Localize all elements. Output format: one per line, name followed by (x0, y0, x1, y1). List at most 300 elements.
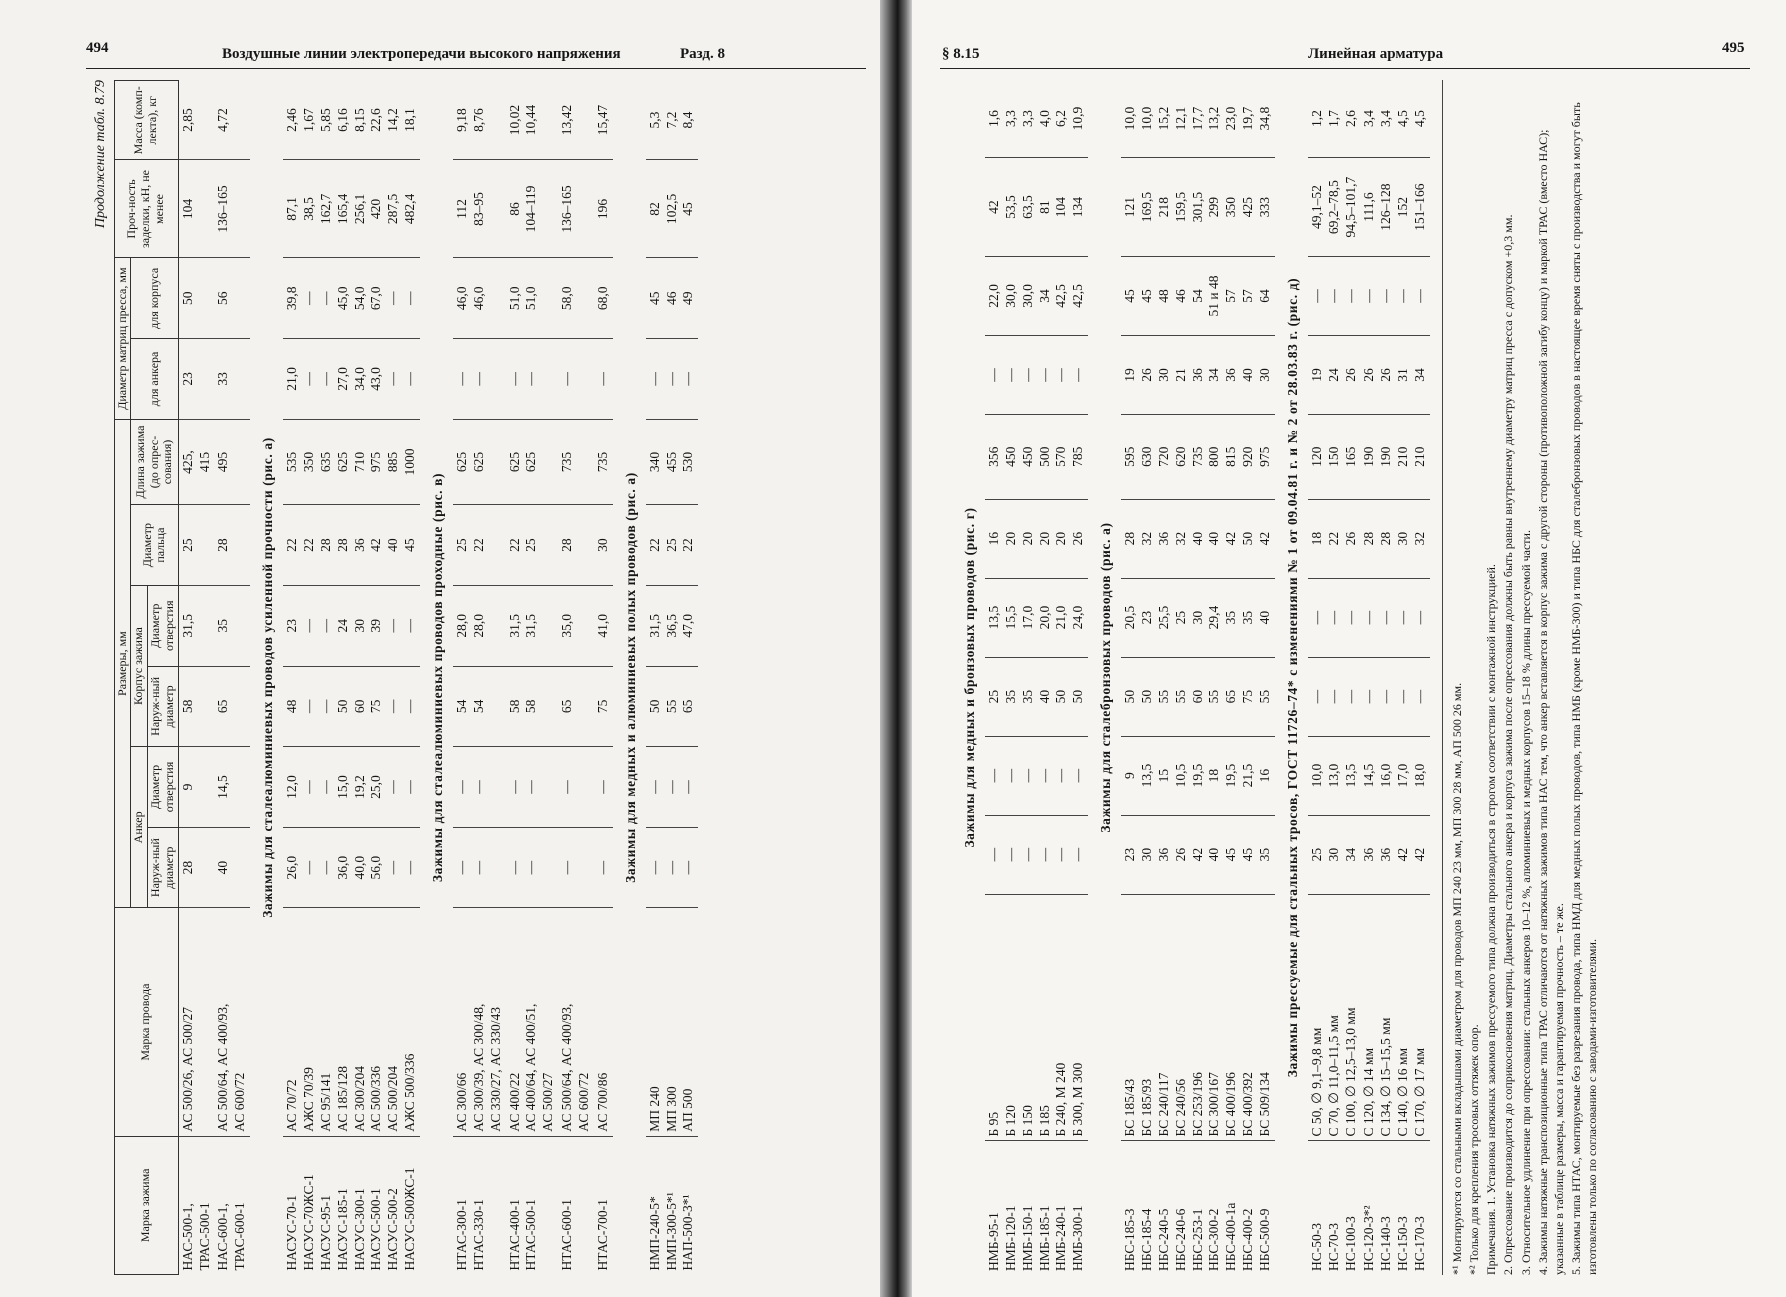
table-cell (1121, 578, 1275, 657)
table-cell (985, 414, 1088, 499)
table-body-right (952, 80, 1430, 1275)
table-cell (985, 894, 1088, 1141)
table-cell (1360, 80, 1430, 158)
table-row (646, 81, 699, 1275)
table-row (558, 81, 594, 1275)
cell-mark: НТАС-400-1 НТАС-500-1 (506, 1199, 539, 1271)
cell-finger: 22 25 (506, 538, 539, 552)
left-section: Разд. 8 (680, 46, 726, 62)
cell-die-a: 33 (215, 372, 231, 386)
cell-finger: 28 32 36 32 40 40 42 50 42 (1122, 531, 1272, 546)
table-cell (506, 747, 559, 828)
table-cell (453, 339, 506, 420)
cell-mark: НС-120-3*² НС-140-3 НС-150-3 НС-170-3 (1361, 1205, 1427, 1271)
table-cell (1121, 894, 1275, 1141)
header-die: Диаметр матриц пресса, мм (114, 258, 131, 419)
header-wire: Марка провода (114, 908, 178, 1136)
footnote-line: *¹ Монтируются со стальными вкладышами диаметром для проводов МП 240 23 мм, МП 300 28 мм, АП 500 26 мм. (1449, 682, 1464, 1275)
cell-mark: НАС-600-1, ТРАС-600-1 (215, 1202, 248, 1271)
footnote-line: 3. Относительное удлинение при опрессовании: стальных анкеров 10–12 %, алюминиевых и медных корпусов 15–18 % длины прессуемой части. (1518, 530, 1533, 1275)
table-cell (1360, 414, 1430, 499)
table-cell (985, 335, 1088, 414)
table-row (506, 81, 559, 1275)
table-cell (1121, 499, 1275, 578)
cell-die-a: — (559, 372, 575, 386)
table-cell (985, 158, 1088, 257)
cell-a-hole: — (594, 780, 610, 794)
left-page (0, 0, 880, 1297)
cell-mark: НБС-185-3 НБС-185-4 НБС-240-5 НБС-240-6 НБС-253-1 НБС-300-2 НБС-400-1а НБС-400-2 НБС-500-9 (1122, 1202, 1272, 1271)
right-header-rule (940, 68, 1750, 69)
table-cell (646, 1136, 699, 1274)
table-cell (558, 339, 594, 420)
table-cell (594, 258, 613, 339)
cell-die-b: 46,0 46,0 (453, 286, 486, 311)
cell-a-out: 28 (179, 860, 195, 875)
cell-str: 112 83–95 (453, 192, 486, 226)
footnote-line: *² Только для крепления тросовых оттяжек опор. (1467, 1024, 1482, 1275)
cell-die-b: — — — — (1361, 289, 1427, 303)
cell-len: 735 (594, 451, 610, 473)
table-cell (178, 258, 214, 339)
table-cell (1121, 158, 1275, 257)
cell-len: 495 (215, 451, 231, 473)
table-cell (985, 815, 1088, 894)
table-cell (1308, 80, 1361, 158)
table-cell (506, 160, 559, 258)
table-cell (506, 505, 559, 586)
table-cell (453, 81, 506, 160)
cell-b-out: 58 (179, 699, 195, 714)
table-cell (506, 827, 559, 908)
table-cell (1360, 815, 1430, 894)
section-row (420, 81, 453, 1275)
book-gutter (880, 0, 912, 1297)
header-anchor-outer: Наруж-ный диаметр (148, 827, 179, 908)
table-cell (985, 80, 1088, 158)
table-cell (453, 505, 506, 586)
table-cell (558, 747, 594, 828)
cell-a-out: 26,0 — — 36,0 40,0 56,0 — — (284, 855, 418, 880)
cell-wire: С 120, ∅ 14 мм С 134, ∅ 15–15,5 мм С 140, ∅ 16 мм С 170, ∅ 17 мм (1361, 1017, 1427, 1137)
table-cell (558, 81, 594, 160)
table-cell (283, 339, 420, 420)
cell-b-hole: 28,0 28,0 (453, 613, 486, 638)
table-cell (453, 666, 506, 747)
table-cell (558, 419, 594, 505)
table-cell (178, 827, 214, 908)
cell-finger: 25 (179, 538, 195, 552)
footnote-line: 2. Опрессование производится до соприкосновения матриц. Диаметры стального анкера и корпуса зажима после опрессования должны быть равны внутреннему диаметру матриц пресса с допуском +0,3 мм. (1501, 214, 1516, 1275)
table-cell (1121, 80, 1275, 158)
cell-die-b: 58,0 (559, 286, 575, 311)
table-cell (283, 827, 420, 908)
table-cell (594, 419, 613, 505)
cell-die-a: — (594, 372, 610, 386)
table-cell (1360, 578, 1430, 657)
cell-die-a: 23 (179, 372, 195, 386)
table-cell (1308, 335, 1361, 414)
cell-die-a: — — (506, 372, 539, 386)
cell-mass: 15,47 (594, 104, 610, 136)
cell-mass: 4,72 (215, 108, 231, 132)
table-cell (646, 585, 699, 666)
table-cell (558, 666, 594, 747)
cell-b-out: 65 (559, 699, 575, 714)
cell-b-hole: — — — (1308, 610, 1358, 625)
section-row (952, 80, 985, 1275)
table-cell (453, 160, 506, 258)
table-cell (594, 81, 613, 160)
cell-a-hole: 12,0 — — 15,0 19,2 25,0 — — (284, 775, 418, 799)
table-row (1360, 80, 1430, 1275)
table-cell (453, 747, 506, 828)
table-cell (646, 908, 699, 1136)
table-cell (453, 585, 506, 666)
cell-b-out: 65 (215, 699, 231, 714)
table-cell (506, 339, 559, 420)
cell-die-a: — — (453, 372, 486, 386)
table-cell (214, 827, 250, 908)
cell-str: 136–165 (559, 185, 575, 233)
table-cell (558, 1136, 594, 1274)
cell-a-hole: 14,5 (215, 775, 231, 799)
table-cell (1360, 499, 1430, 578)
table-cell (453, 1136, 506, 1274)
table-cell (214, 747, 250, 828)
cell-mark: НМБ-95-1 НМБ-120-1 НМБ-150-1 НМБ-185-1 НМБ-240-1 НМБ-300-1 (985, 1205, 1086, 1271)
cell-finger: 30 (594, 538, 610, 552)
header-anchor: Анкер (131, 747, 148, 908)
cell-die-b: 45 46 49 (646, 291, 696, 306)
table-cell (283, 160, 420, 258)
cell-die-a: 19 26 30 21 36 34 36 40 30 (1122, 368, 1272, 382)
right-page-number: 495 (1722, 40, 1745, 56)
cell-a-out: 23 30 36 26 42 40 45 45 35 (1122, 847, 1272, 862)
cell-wire: БС 185/43 БС 185/93 БС 240/117 БС 240/56 БС 253/196 БС 300/167 БС 400/196 БС 400/392 БС 509/134 (1122, 1072, 1272, 1137)
table-row (985, 80, 1088, 1275)
cell-len: 425, 415 (179, 450, 212, 474)
cell-die-b: 68,0 (594, 286, 610, 311)
cell-a-hole: 9 13,5 15 10,5 19,5 18 19,5 21,5 16 (1122, 763, 1272, 788)
cell-finger: 28 (559, 538, 575, 552)
cell-wire: АС 400/22 АС 400/64, АС 400/51, АС 500/27 (506, 1003, 556, 1132)
table-cell (283, 1136, 420, 1274)
cell-str: 87,1 38,5 162,7 165,4 256,1 420 287,5 482,4 (284, 193, 418, 225)
cell-wire: Б 95 Б 120 Б 150 Б 185 Б 240, М 240 Б 300, М 300 (985, 1062, 1086, 1137)
cell-a-out: — — — — — — (985, 847, 1086, 862)
table-cell (1121, 335, 1275, 414)
cell-b-out: 25 35 35 40 50 50 (985, 689, 1086, 704)
table-cell (214, 81, 250, 160)
header-die-anchor: для анкера (131, 339, 178, 420)
table-cell (594, 585, 613, 666)
table-cell (178, 505, 214, 586)
cell-b-out: 50 55 65 (646, 699, 696, 714)
table-cell (178, 419, 214, 505)
cell-b-out: 50 50 55 55 60 55 65 75 55 (1122, 689, 1272, 704)
table-cell (646, 419, 699, 505)
table-cell (1360, 894, 1430, 1141)
table-cell (178, 747, 214, 828)
cell-wire: АС 70/72 АЖС 70/39 АС 95/141 АС 185/128 АС 300/204 АС 500/336 АС 500/204 АЖС 500/336 (284, 1053, 418, 1132)
cell-die-b: — — — (1308, 289, 1358, 303)
table-cell (178, 666, 214, 747)
table-cell (646, 747, 699, 828)
cell-mark: НС-50-3 НС-70-3 НС-100-3 (1308, 1216, 1358, 1271)
cell-b-hole: 31,5 31,5 (506, 613, 539, 638)
cell-finger: 18 22 26 (1308, 531, 1358, 546)
cell-wire: АС 500/64, АС 400/93, АС 600/72 (559, 1003, 592, 1132)
table-row (178, 81, 214, 1275)
table-cell (594, 908, 613, 1136)
section-title: Зажимы для сталебронзовых проводов (рис. а) (1098, 522, 1114, 833)
cell-mass: 1,6 3,3 3,3 4,0 6,2 10,9 (985, 106, 1086, 131)
table-cell (594, 666, 613, 747)
cell-b-out: — — — — (1361, 689, 1427, 704)
table-cell (646, 827, 699, 908)
table-cell (1360, 256, 1430, 335)
cell-a-hole: 9 (179, 783, 195, 791)
left-page-number: 494 (86, 40, 109, 56)
cell-len: 625 625 (506, 451, 539, 473)
table-cell (506, 666, 559, 747)
cell-a-hole: 14,5 16,0 17,0 18,0 (1361, 763, 1427, 788)
table-cell (1360, 1141, 1430, 1275)
cell-die-a: 19 24 26 (1308, 368, 1358, 382)
cell-finger: 22 22 28 28 36 42 40 45 (284, 538, 418, 552)
table-cell (1360, 736, 1430, 815)
cell-b-out: 75 (594, 699, 610, 714)
table-cell (558, 585, 594, 666)
header-body-hole: Диаметр отверстия (148, 585, 179, 666)
table-cell (558, 505, 594, 586)
cell-a-hole: — — — — — — (985, 768, 1086, 783)
table-cell (214, 585, 250, 666)
table-cell (453, 908, 506, 1136)
table-cell (283, 747, 420, 828)
cell-len: 535 350 635 625 710 975 885 1000 (284, 448, 418, 476)
table-cell (214, 160, 250, 258)
cell-len: 190 190 210 210 (1361, 446, 1427, 467)
cell-mark: НМП-240-5* НМП-300-5*¹ НАП-500-3*¹ (646, 1192, 696, 1271)
table-cell (985, 499, 1088, 578)
table-cell (453, 827, 506, 908)
footnote-line: 4. Зажимы натяжные транспозиционные типа ТРАС отличаются от натяжных зажимов типа НАС тем, что анкер вставляется в корпус зажима с другой стороны (противоположной загибу концу) и маркой ТРАС (вместо НАС); указанные в таблице размеры, масса и гарантируемая прочность – те же. (1535, 129, 1566, 1275)
cell-die-b: 45 45 48 46 54 51 и 48 57 57 64 (1122, 275, 1272, 317)
table-cell (178, 160, 214, 258)
table-cell (985, 578, 1088, 657)
table-cell (214, 666, 250, 747)
cell-mass: 2,46 1,67 5,85 6,16 8,15 22,6 14,2 18,1 (284, 108, 418, 132)
table-cell (558, 160, 594, 258)
cell-str: 49,1–52 69,2–78,5 94,5–101,7 (1308, 176, 1358, 238)
cell-len: 595 630 720 620 735 800 815 920 975 (1122, 446, 1272, 467)
cell-mass: 10,02 10,44 (506, 104, 539, 136)
header-sizes: Размеры, мм (114, 419, 131, 908)
header-mass: Масса (комп-лекта), кг (114, 81, 178, 160)
cell-str: 82 102,5 45 (646, 193, 696, 225)
cell-len: 356 450 450 500 570 785 (985, 446, 1086, 467)
table-cell (594, 339, 613, 420)
right-running-head: Линейная арматура (1308, 46, 1444, 62)
cell-a-out: — (594, 860, 610, 875)
table-cell (178, 339, 214, 420)
cell-a-hole: 10,0 13,0 13,5 (1308, 763, 1358, 788)
cell-die-a: 26 26 31 34 (1361, 368, 1427, 382)
cell-str: 111,6 126–128 152 151–166 (1361, 183, 1427, 231)
cell-die-b: 50 (179, 291, 195, 306)
cell-a-out: 25 30 34 (1308, 847, 1358, 862)
cell-a-out: — — — (646, 860, 696, 875)
cell-wire: АС 500/64, АС 400/93, АС 600/72 (215, 1003, 248, 1132)
table-cell (646, 81, 699, 160)
table-cell (985, 256, 1088, 335)
header-mark: Марка зажима (114, 1136, 178, 1274)
cell-mark: НАС-500-1, ТРАС-500-1 (179, 1202, 212, 1271)
table-cell (985, 1141, 1088, 1275)
footnote-line: Примечания. 1. Установка натяжных зажимов прессуемого типа должна производиться в строгом соответствии с монтажной инструкцией. (1484, 564, 1499, 1275)
table-row (283, 81, 420, 1275)
table-cell (646, 160, 699, 258)
table-cell (1308, 499, 1361, 578)
cell-a-hole: — — (506, 780, 539, 794)
table-cell (558, 258, 594, 339)
header-body: Корпус зажима (131, 585, 148, 746)
cell-mass: 3,4 3,4 4,5 4,5 (1361, 110, 1427, 128)
cell-b-out: 54 54 (453, 699, 486, 714)
cell-str: 136–165 (215, 185, 231, 233)
cell-a-out: 40 (215, 860, 231, 875)
section-row (613, 81, 646, 1275)
cell-mass: 10,0 10,0 15,2 12,1 17,7 13,2 23,0 19,7 34,8 (1122, 106, 1272, 131)
cell-a-out: — — (506, 860, 539, 875)
clamp-table-right (952, 80, 1430, 1275)
cell-b-out: — — — (1308, 689, 1358, 704)
table-cell (214, 339, 250, 420)
cell-b-hole: 31,5 36,5 47,0 (646, 613, 696, 638)
table-cell (1308, 414, 1361, 499)
cell-die-b: 51,0 51,0 (506, 286, 539, 311)
table-cell (178, 585, 214, 666)
header-length: Длина зажима (до опрес-сования) (131, 419, 178, 505)
cell-die-a: — — — (646, 372, 696, 386)
right-page (912, 0, 1786, 1297)
section-title: Зажимы прессуемые для стальных тросов, ГОСТ 11726–74* с изменениями № 1 от 09.04.81 г. и № 2 от 28.03.83 г. (рис. д) (1284, 277, 1300, 1078)
right-section: § 8.15 (942, 46, 980, 62)
cell-mark: НТАС-600-1 (559, 1199, 575, 1271)
cell-b-out: 58 58 (506, 699, 539, 714)
cell-a-hole: — — — (646, 780, 696, 794)
table-cell (594, 827, 613, 908)
table-cell (283, 505, 420, 586)
table-cell (453, 419, 506, 505)
cell-a-hole: — (559, 780, 575, 794)
cell-b-hole: 23 — — 24 30 39 — — (284, 619, 418, 633)
header-strength: Проч-ность заделки, кН, не менее (114, 160, 178, 258)
table-cell (1121, 815, 1275, 894)
table-body-left (178, 81, 698, 1275)
table-cell (506, 908, 559, 1136)
cell-b-out: 48 — — 50 60 75 — — (284, 699, 418, 714)
table-row (214, 81, 250, 1275)
cell-str: 196 (594, 198, 610, 220)
cell-len: 120 150 165 (1308, 446, 1358, 467)
cell-die-b: 22,0 30,0 30,0 34 42,5 42,5 (985, 284, 1086, 308)
table-cell (214, 908, 250, 1136)
cell-b-hole: — — — — (1361, 610, 1427, 625)
table-cell (1121, 1141, 1275, 1275)
table-cell (594, 505, 613, 586)
table-cell (283, 258, 420, 339)
footnotes (1442, 80, 1601, 1275)
table-row (453, 81, 506, 1275)
cell-die-b: 39,8 — — 45,0 54,0 67,0 — — (284, 286, 418, 311)
cell-mass: 2,85 (179, 108, 195, 132)
cell-str: 42 53,5 63,5 81 104 134 (985, 195, 1086, 219)
table-cell (594, 747, 613, 828)
cell-str: 86 104–119 (506, 185, 539, 233)
cell-b-hole: 31,5 (179, 613, 195, 638)
table-cell (646, 666, 699, 747)
table-cell (1308, 578, 1361, 657)
table-cell (646, 505, 699, 586)
header-finger: Диаметр пальца (131, 505, 178, 586)
right-rotated-table-block (952, 80, 1742, 1275)
table-cell (506, 81, 559, 160)
cell-finger: 22 25 22 (646, 538, 696, 552)
cell-b-hole: 35 (215, 619, 231, 633)
table-cell (1308, 736, 1361, 815)
cell-mark: НАСУС-70-1 НАСУС-70ЖС-1 НАСУС-95-1 НАСУС-185-1 НАСУС-300-1 НАСУС-500-1 НАСУС-500-2 НАСУС-500ЖС-1 (284, 1167, 418, 1271)
cell-wire: АС 700/86 (594, 1072, 610, 1132)
table-cell (646, 339, 699, 420)
table-cell (283, 585, 420, 666)
table-row (594, 81, 613, 1275)
table-cell (558, 827, 594, 908)
section-row (1088, 80, 1121, 1275)
table-cell (1308, 894, 1361, 1141)
header-die-body: для корпуса (131, 258, 178, 339)
table-cell (1308, 158, 1361, 257)
cell-finger: 28 (215, 538, 231, 552)
table-cell (506, 585, 559, 666)
table-cell (1308, 1141, 1361, 1275)
table-cell (1121, 736, 1275, 815)
cell-a-out: — — (453, 860, 486, 875)
cell-finger: 25 22 (453, 538, 486, 552)
table-cell (1308, 256, 1361, 335)
table-cell (214, 258, 250, 339)
cell-b-hole: 35,0 (559, 613, 575, 638)
table-cell (646, 258, 699, 339)
cell-a-hole: — — (453, 780, 486, 794)
cell-finger: 16 20 20 20 20 26 (985, 531, 1086, 546)
cell-len: 625 625 (453, 451, 486, 473)
table-cell (985, 657, 1088, 736)
clamp-table-left (114, 80, 699, 1275)
cell-len: 735 (559, 451, 575, 473)
table-cell (214, 419, 250, 505)
table-cell (1360, 335, 1430, 414)
footnote-line: 5. Зажимы типа НТАС, монтируемые без разрезания провода, типа НМД для медных полых проводов, типа НМБ (кроме НМБ-300) и типа НБС для сталебронзовых проводов в настоящее время сняты с производства и могут быть изготовлены только по согласованию с заводами-изготовителями. (1569, 102, 1600, 1275)
left-rotated-table-block (92, 80, 862, 1275)
section-title: Зажимы для сталеалюминиевых проводов проходные (рис. в) (430, 472, 446, 883)
cell-b-hole: 41,0 (594, 613, 610, 638)
table-cell (1308, 815, 1361, 894)
cell-wire: МП 240 МП 300 АП 500 (646, 1086, 696, 1132)
table-cell (453, 258, 506, 339)
